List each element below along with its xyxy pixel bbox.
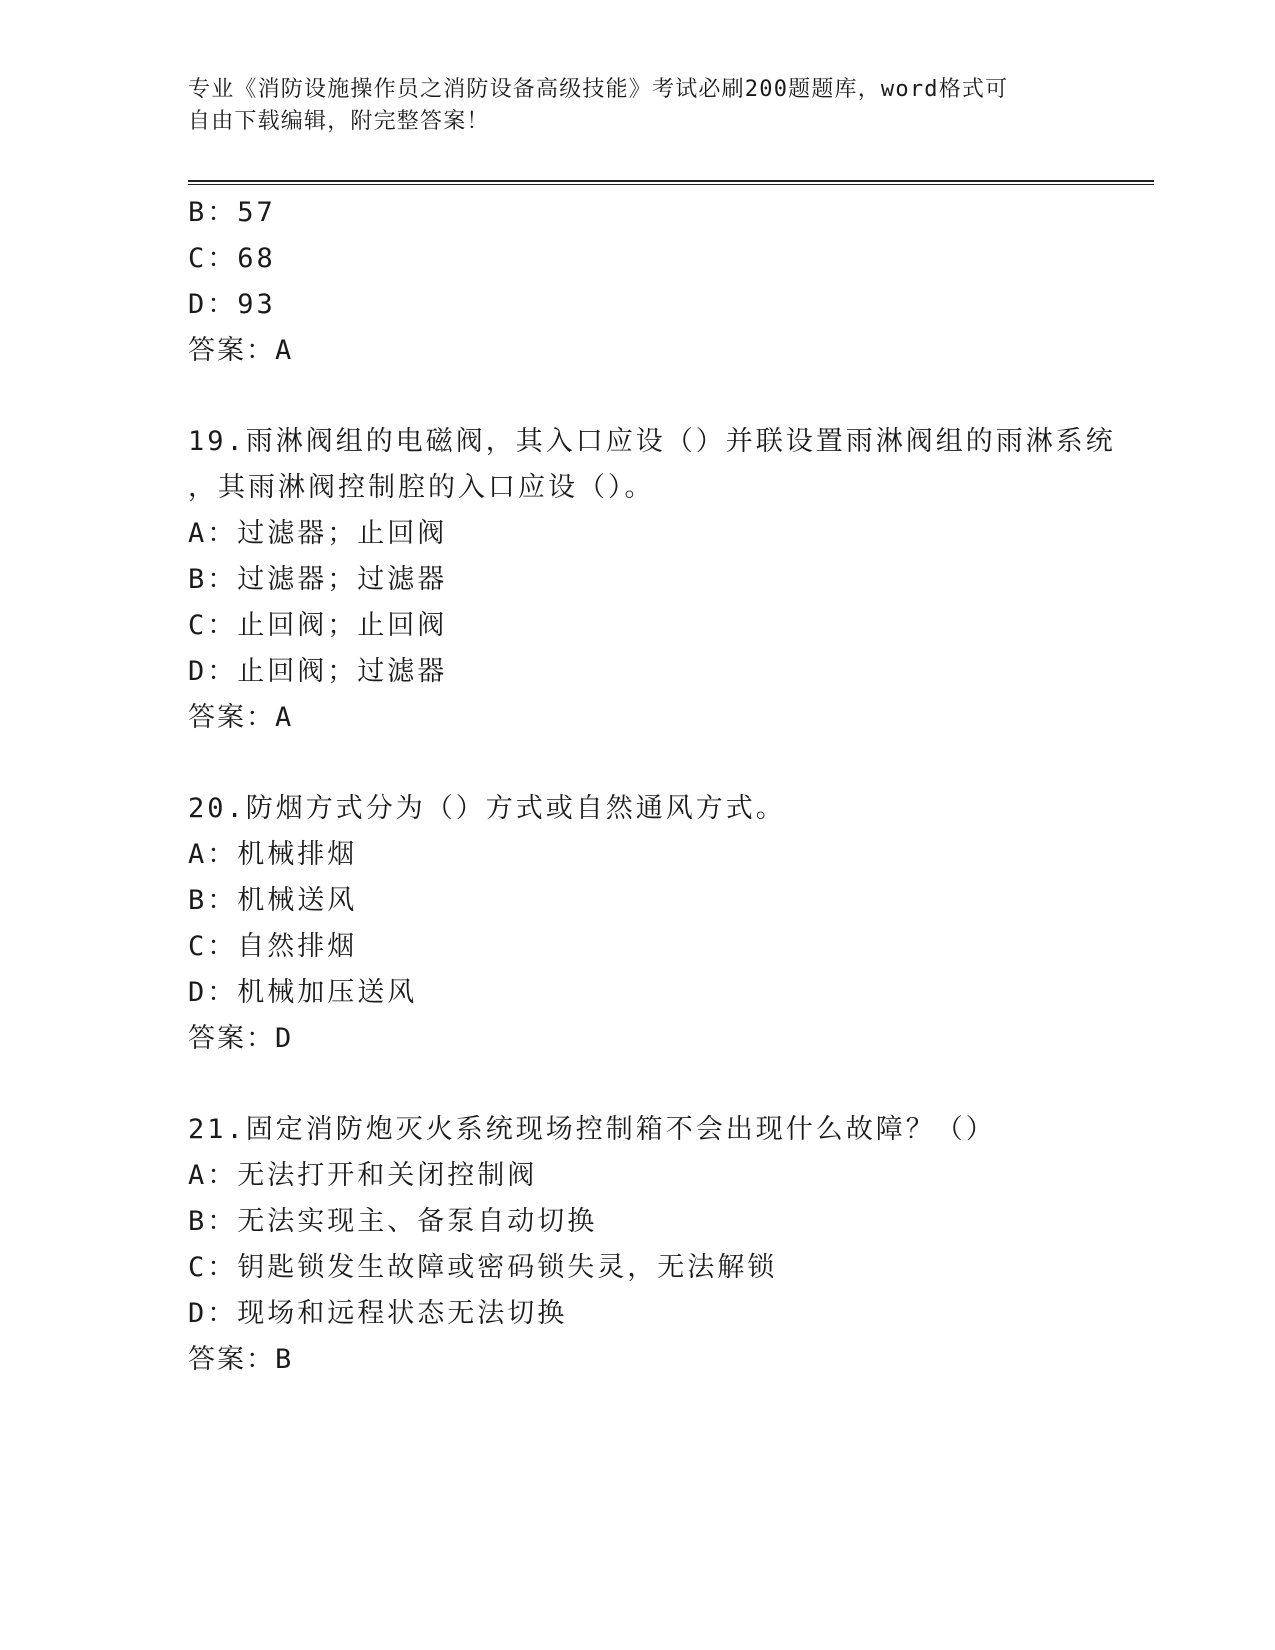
question-stem: 21.固定消防炮灭火系统现场控制箱不会出现什么故障？（） [188, 1114, 996, 1145]
spacer [188, 741, 1128, 786]
question-19 [188, 419, 1128, 741]
option-d: D：现场和远程状态无法切换 [188, 1298, 568, 1329]
option-d: D：止回阀；过滤器 [188, 656, 448, 687]
option-c: C：自然排烟 [188, 931, 358, 962]
answer: 答案：A [188, 702, 294, 733]
question-carryover [188, 190, 1128, 374]
header-line-1: 专业《消防设施操作员之消防设备高级技能》考试必刷200题题库，word格式可 [188, 77, 1009, 102]
question-stem: 19.雨淋阀组的电磁阀，其入口应设（）并联设置雨淋阀组的雨淋系统 [188, 426, 1116, 457]
question-stem-continued: ，其雨淋阀控制腔的入口应设（）。 [188, 472, 655, 503]
option-c: C：止回阀；止回阀 [188, 610, 448, 641]
spacer [188, 1062, 1128, 1107]
option-d: D：93 [188, 289, 276, 320]
header-divider-thin [188, 184, 1154, 185]
option-a: A：机械排烟 [188, 839, 358, 870]
question-21 [188, 1107, 1128, 1383]
answer: 答案：D [188, 1023, 294, 1054]
option-c: C：68 [188, 243, 276, 274]
option-c: C：钥匙锁发生故障或密码锁失灵，无法解锁 [188, 1252, 778, 1283]
header-line-2: 自由下载编辑，附完整答案！ [188, 109, 490, 134]
question-stem: 20.防烟方式分为（）方式或自然通风方式。 [188, 793, 786, 824]
option-b: B：过滤器；过滤器 [188, 564, 448, 595]
option-a: A：无法打开和关闭控制阀 [188, 1160, 538, 1191]
spacer [188, 374, 1128, 419]
answer: 答案：B [188, 1344, 294, 1375]
answer: 答案：A [188, 335, 294, 366]
header-divider-thick [188, 180, 1154, 182]
question-list [188, 190, 1128, 1383]
option-b: B：机械送风 [188, 885, 358, 916]
option-b: B：无法实现主、备泵自动切换 [188, 1206, 598, 1237]
question-20 [188, 786, 1128, 1062]
option-d: D：机械加压送风 [188, 977, 418, 1008]
option-b: B：57 [188, 197, 276, 228]
document-header [188, 74, 1088, 138]
option-a: A：过滤器；止回阀 [188, 518, 448, 549]
